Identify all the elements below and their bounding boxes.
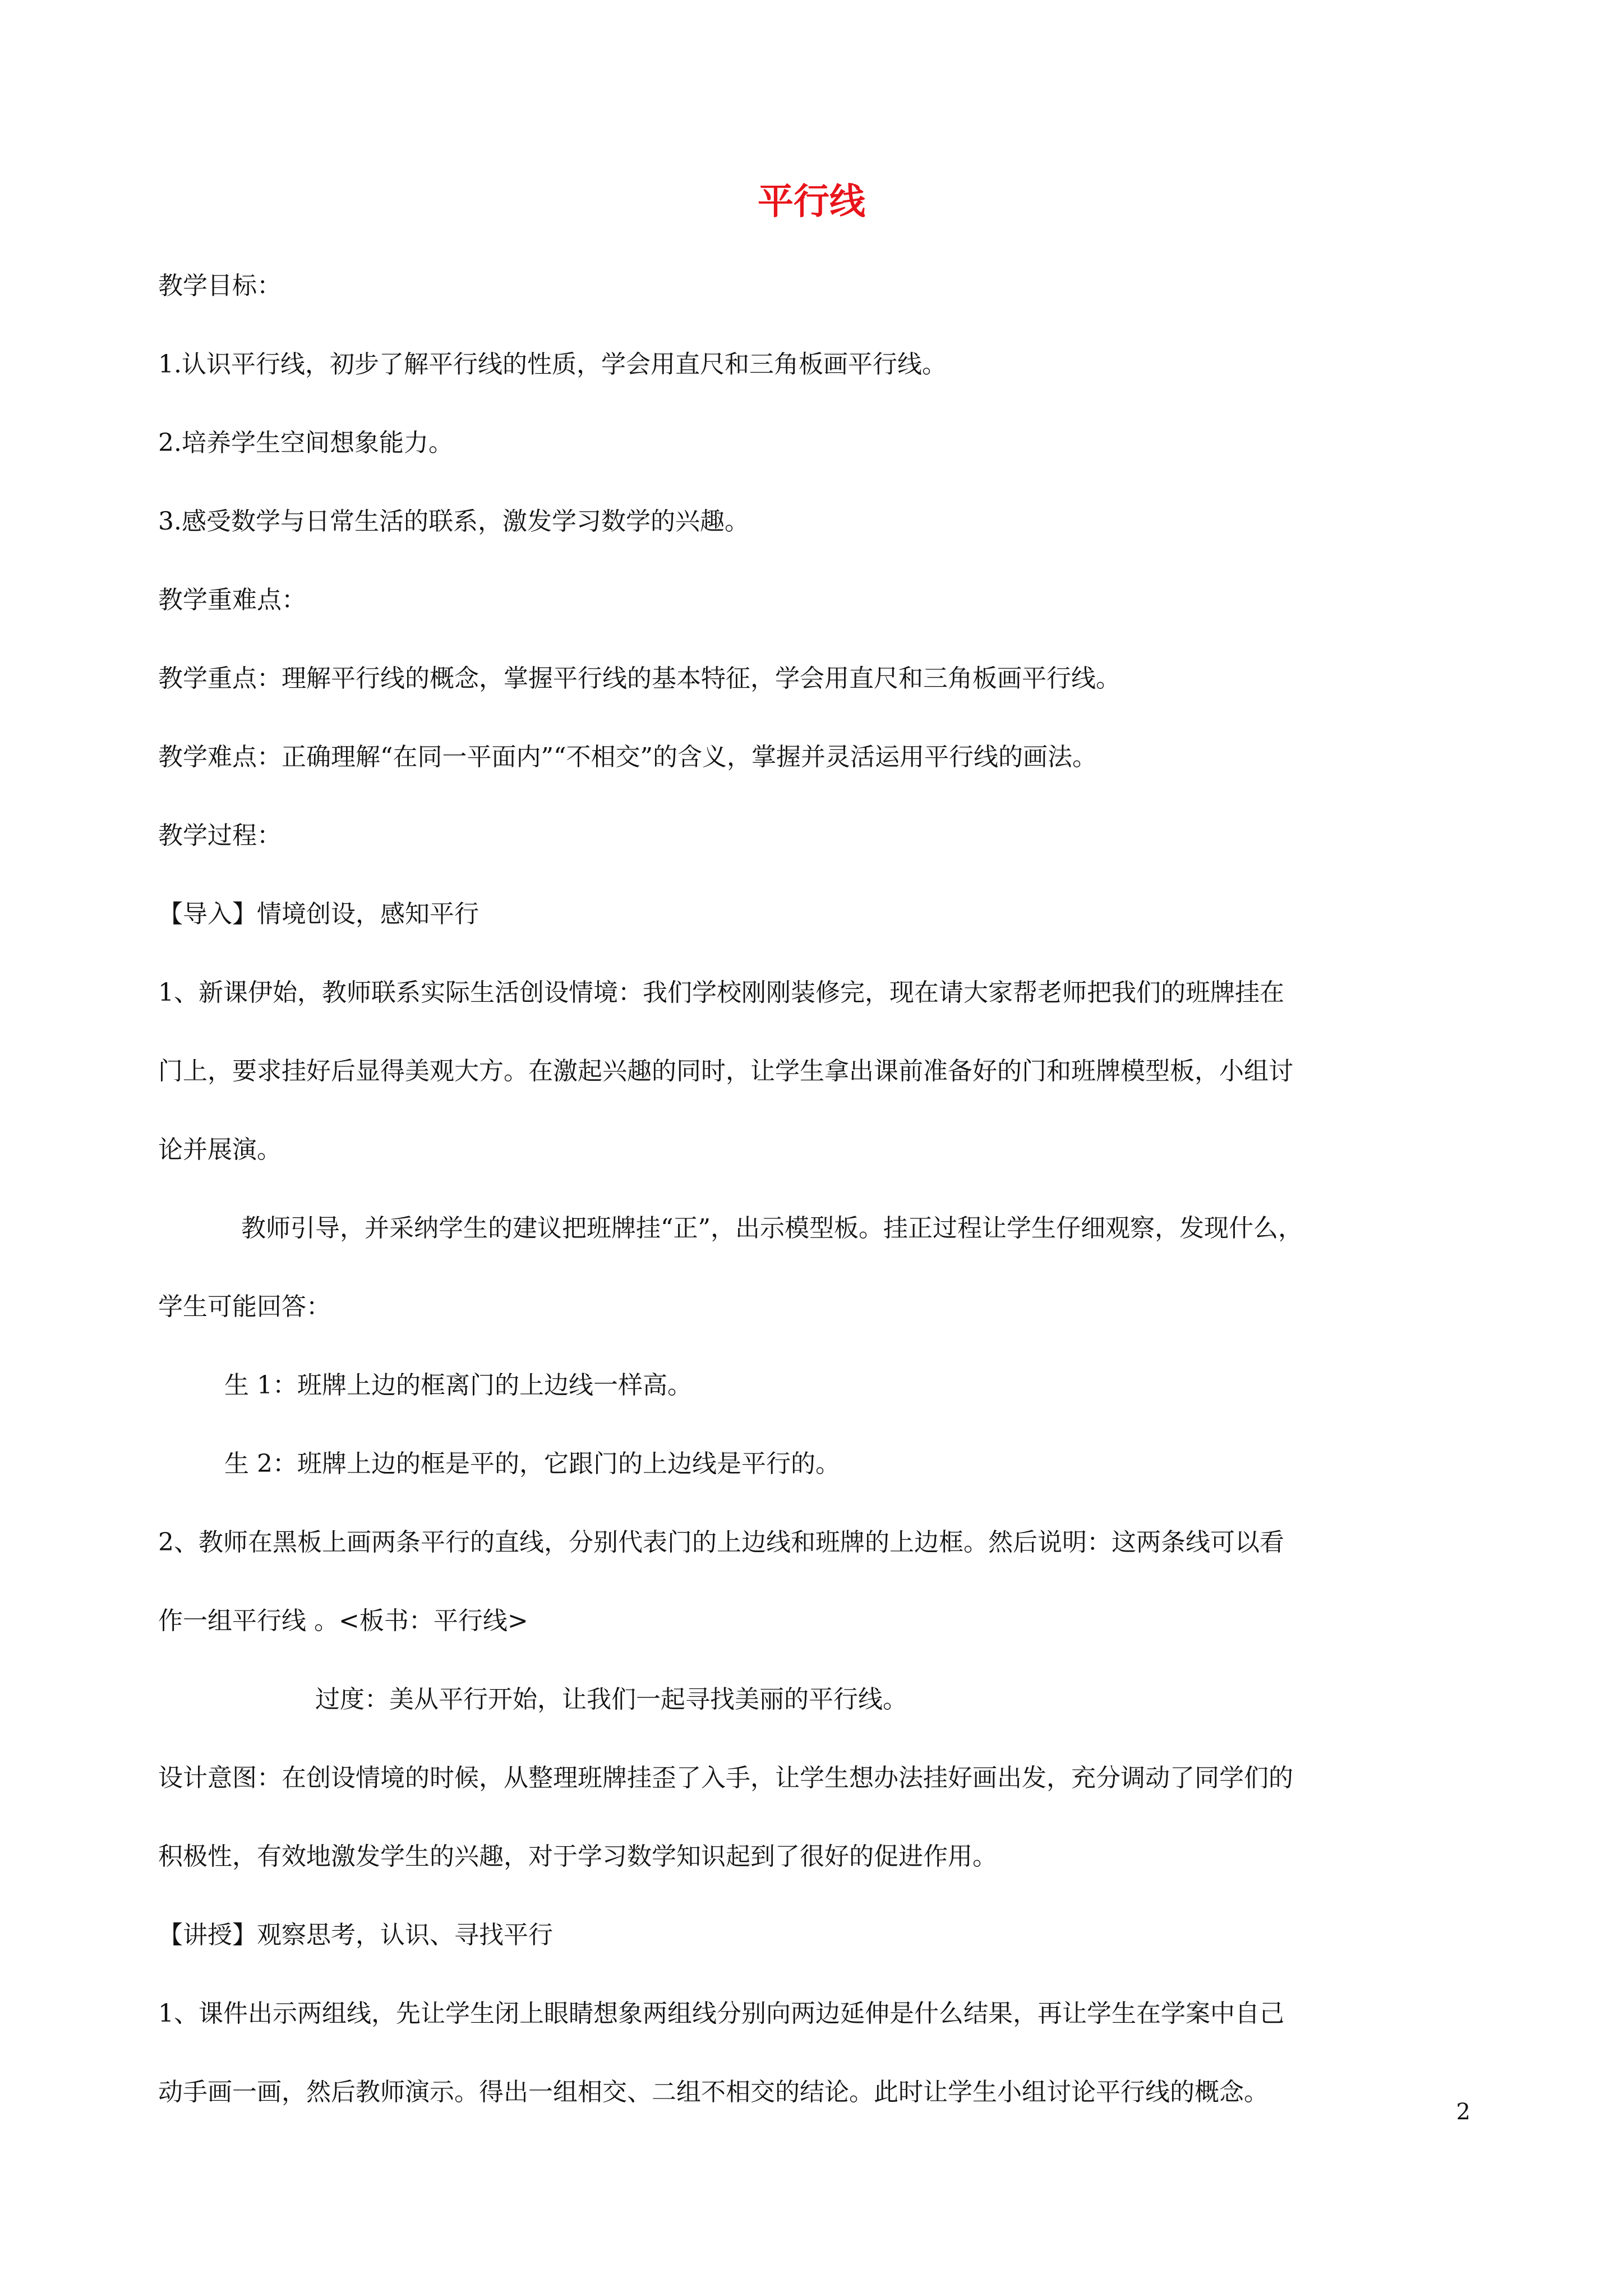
text-line: 教师引导，并采纳学生的建议把班牌挂“正”，出示模型板。挂正过程让学生仔细观察，发现什么， (241, 1214, 1303, 1243)
text-line: 设计意图：在创设情境的时候，从整理班牌挂歪了入手，让学生想办法挂好画出发，充分调动了同学们的 (158, 1764, 1293, 1792)
text-line: 教学重点：理解平行线的概念，掌握平行线的基本特征，学会用直尺和三角板画平行线。 (158, 664, 1121, 693)
text-line: 教学目标： (158, 272, 282, 300)
text-line: 2.培养学生空间想象能力。 (158, 429, 453, 457)
text-line: 教学难点：正确理解“在同一平面内”“不相交”的含义，掌握并灵活运用平行线的画法。 (158, 743, 1097, 771)
text-line: 2、教师在黑板上画两条平行的直线，分别代表门的上边线和班牌的上边框。然后说明：这两条线可以看 (158, 1528, 1284, 1557)
text-line: 论并展演。 (158, 1135, 282, 1164)
document-title: 平行线 (758, 181, 865, 223)
text-line: 过度：美从平行开始，让我们一起寻找美丽的平行线。 (315, 1685, 907, 1714)
text-line: 1、课件出示两组线，先让学生闭上眼睛想象两组线分别向两边延伸是什么结果，再让学生在学案中自己 (158, 1999, 1284, 2028)
text-line: 1.认识平行线，初步了解平行线的性质，学会用直尺和三角板画平行线。 (158, 350, 947, 379)
text-line: 门上，要求挂好后显得美观大方。在激起兴趣的同时，让学生拿出课前准备好的门和班牌模型板，小组讨 (158, 1057, 1293, 1085)
section-heading: 【导入】情境创设，感知平行 (158, 900, 479, 928)
text-line: 学生可能回答： (158, 1292, 331, 1321)
section-heading: 【讲授】观察思考，认识、寻找平行 (158, 1921, 553, 1949)
text-line: 3.感受数学与日常生活的联系，激发学习数学的兴趣。 (158, 507, 749, 536)
text-line: 积极性，有效地激发学生的兴趣，对于学习数学知识起到了很好的促进作用。 (158, 1842, 997, 1871)
text-line: 1、新课伊始，教师联系实际生活创设情境：我们学校刚刚装修完，现在请大家帮老师把我们的班牌挂在 (158, 978, 1284, 1007)
text-line: 生 2：班牌上边的框是平的，它跟门的上边线是平行的。 (224, 1450, 840, 1478)
text-line: 教学重难点： (158, 586, 306, 614)
text-line: 动手画一画，然后教师演示。得出一组相交、二组不相交的结论。此时让学生小组讨论平行线的概念。 (158, 2078, 1269, 2106)
text-line: 生 1：班牌上边的框离门的上边线一样高。 (224, 1371, 692, 1400)
text-line: 教学过程： (158, 821, 282, 850)
text-line: 作一组平行线 。<板书：平行线> (158, 1607, 528, 1635)
page-number: 2 (1456, 2099, 1470, 2125)
